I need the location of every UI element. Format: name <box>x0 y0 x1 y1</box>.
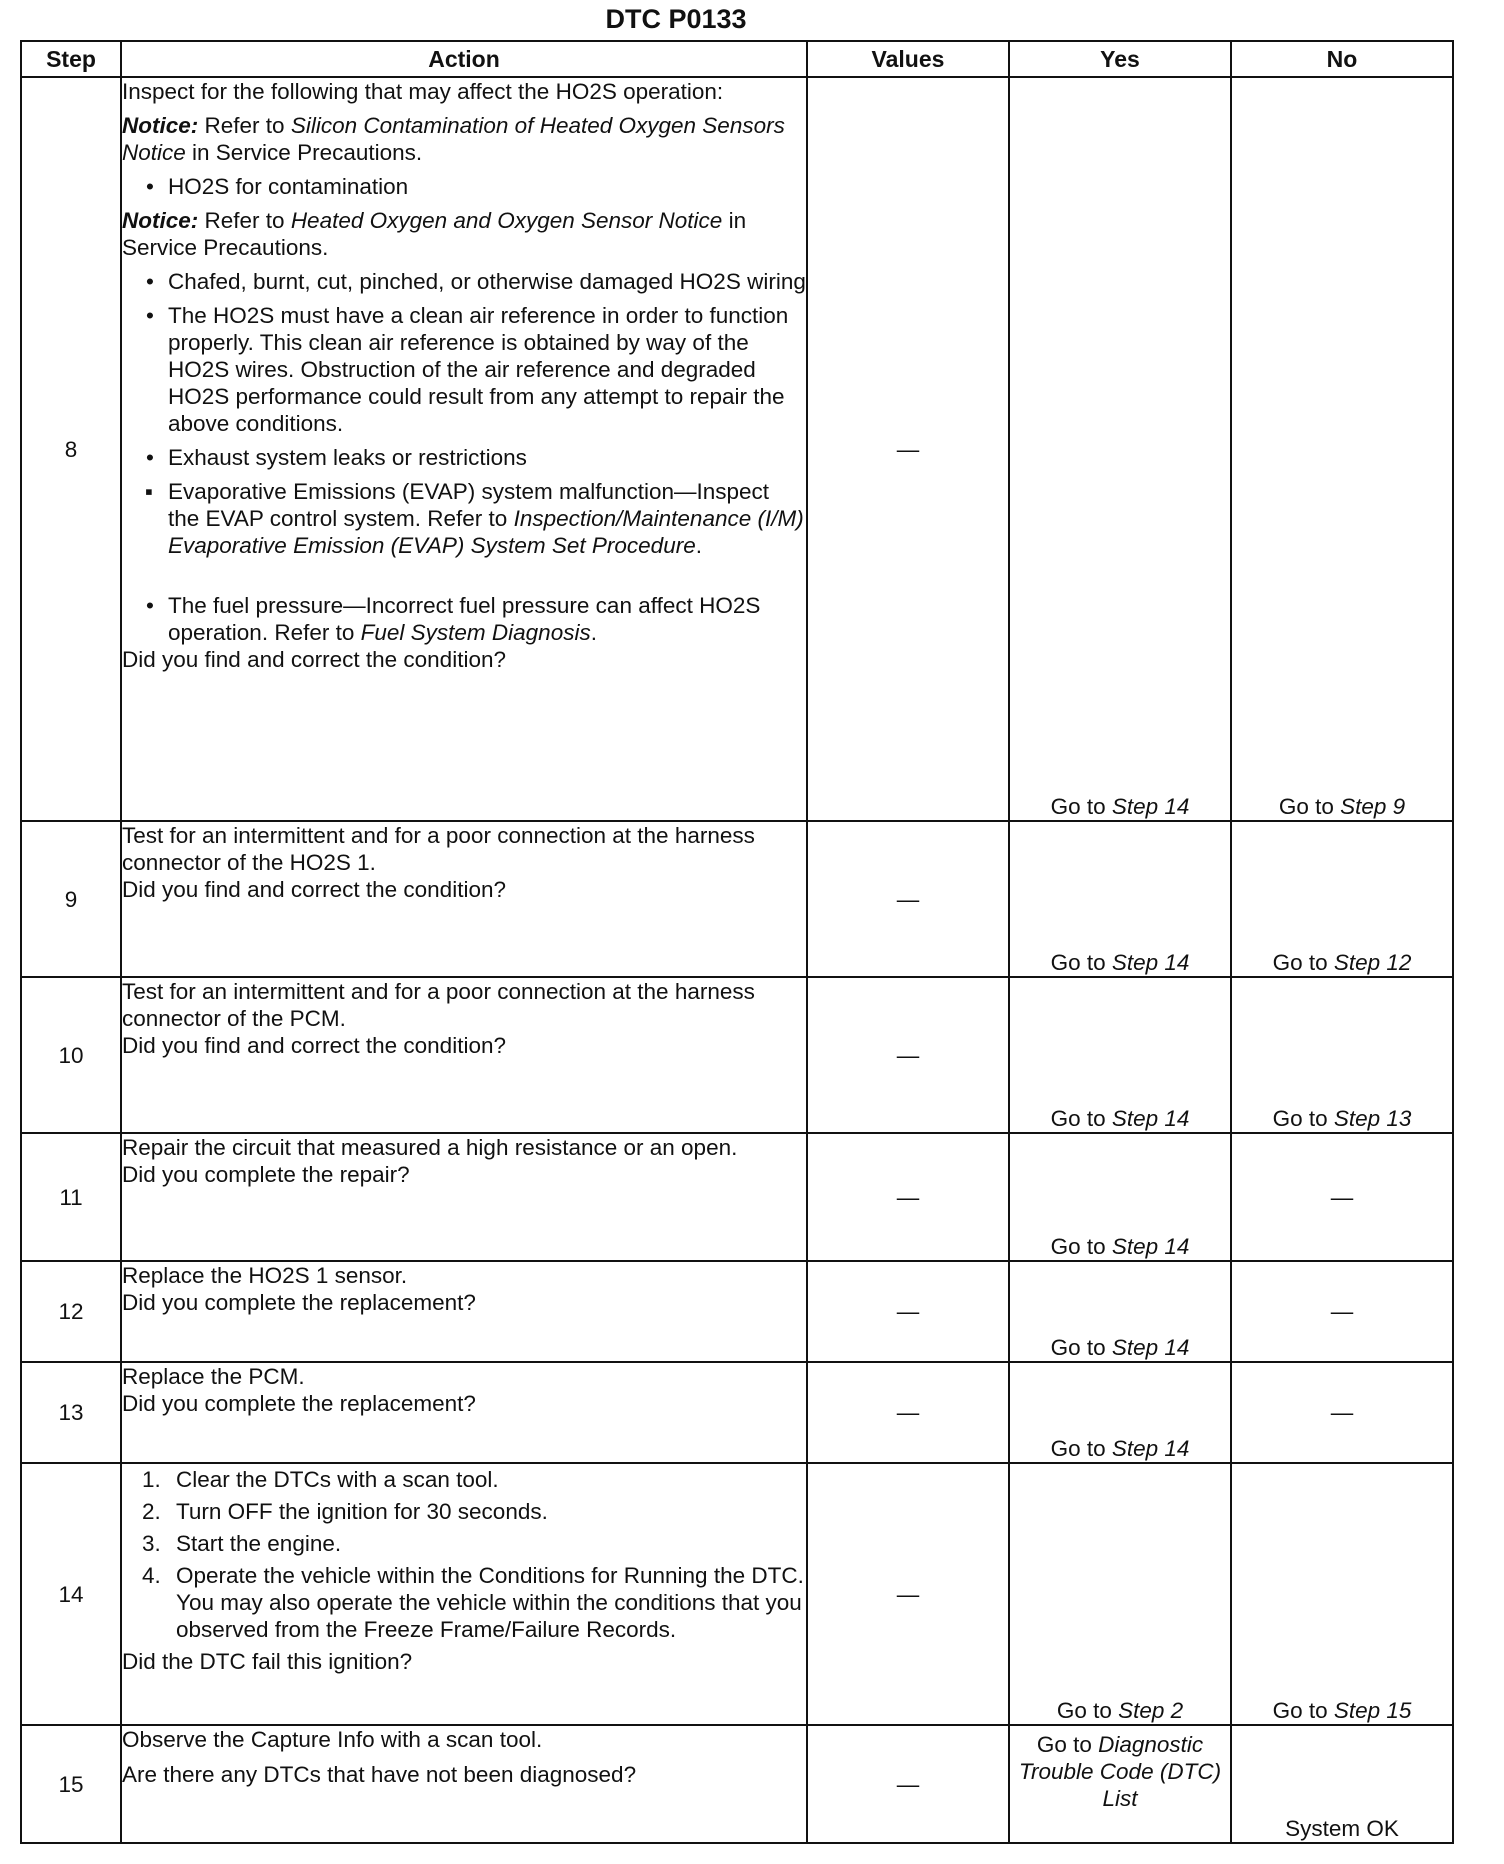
step-number: 13 <box>21 1362 121 1463</box>
action-cell <box>121 1463 807 1725</box>
list-item: ▪ Evaporative Emissions (EVAP) system malfunction—Inspect the EVAP control system. Refer to Inspection/Maintenance (I/M) Evaporative Emission (EVAP) System Set Procedure. <box>122 478 806 559</box>
yes-cell: Go to Step 2 <box>1009 1463 1231 1725</box>
notice: Notice: Refer to Heated Oxygen and Oxygen Sensor Notice in Service Precautions. <box>122 208 747 260</box>
reference-text: Heated Oxygen and Oxygen Sensor Notice <box>290 208 723 233</box>
table-row <box>21 1463 1453 1725</box>
action-cell <box>121 821 807 977</box>
yes-cell: Go to Step 14 <box>1009 977 1231 1133</box>
step-number: 11 <box>21 1133 121 1261</box>
question-text: Did you find and correct the condition? <box>122 647 506 672</box>
list-item: 4. Operate the vehicle within the Conditions for Running the DTC. You may also operate the vehicle within the conditions that you observed from the Freeze Frame/Failure Records. <box>142 1563 804 1642</box>
numbered-list <box>122 1466 806 1648</box>
question-text: Did you complete the replacement? <box>122 1391 476 1416</box>
action-cell <box>121 1133 807 1261</box>
values-cell: — <box>807 1261 1009 1362</box>
step-number: 10 <box>21 977 121 1133</box>
yes-cell: Go to Step 14 <box>1009 1362 1231 1463</box>
question-text: Did you find and correct the condition? <box>122 877 506 902</box>
question-text: Did you complete the repair? <box>122 1162 410 1187</box>
reference-text: Inspection/Maintenance (I/M) Evaporative Emission (EVAP) System Set Procedure <box>168 506 804 558</box>
action-cell <box>121 77 807 821</box>
reference-text: Fuel System Diagnosis <box>360 620 591 645</box>
no-cell: Go to Step 15 <box>1231 1463 1453 1725</box>
no-cell: — <box>1231 1261 1453 1362</box>
values-cell: — <box>807 77 1009 821</box>
action-text: Inspect for the following that may affect the HO2S operation: <box>122 79 724 104</box>
values-cell: — <box>807 821 1009 977</box>
no-cell: — <box>1231 1362 1453 1463</box>
step-number: 8 <box>21 77 121 821</box>
action-text: Test for an intermittent and for a poor connection at the harness connector of the HO2S 1. <box>122 823 755 875</box>
action-text: Test for an intermittent and for a poor connection at the harness connector of the PCM. <box>122 979 755 1031</box>
step-number: 15 <box>21 1725 121 1843</box>
values-cell: — <box>807 977 1009 1133</box>
values-cell: — <box>807 1133 1009 1261</box>
table-row <box>21 1261 1453 1362</box>
table-row <box>21 977 1453 1133</box>
table-row <box>21 1362 1453 1463</box>
step-number: 12 <box>21 1261 121 1362</box>
step-number: 14 <box>21 1463 121 1725</box>
action-cell <box>121 977 807 1133</box>
list-item: 1. Clear the DTCs with a scan tool. <box>142 1467 499 1492</box>
header-yes: Yes <box>1009 41 1231 77</box>
notice: Notice: Refer to Silicon Contamination of Heated Oxygen Sensors Notice in Service Precautions. <box>122 113 785 165</box>
yes-cell: Go to Step 14 <box>1009 821 1231 977</box>
list-item: • Chafed, burnt, cut, pinched, or otherwise damaged HO2S wiring <box>122 268 806 295</box>
action-text: Observe the Capture Info with a scan tool. <box>122 1727 543 1752</box>
action-cell <box>121 1362 807 1463</box>
yes-cell: Go to Diagnostic Trouble Code (DTC) List <box>1009 1725 1231 1843</box>
no-cell: System OK <box>1231 1725 1453 1843</box>
list-item: • Exhaust system leaks or restrictions <box>122 444 806 471</box>
table-row <box>21 821 1453 977</box>
bullet-list <box>122 592 806 646</box>
list-item: • The fuel pressure—Incorrect fuel pressure can affect HO2S operation. Refer to Fuel System Diagnosis. <box>122 592 806 646</box>
list-item: 3. Start the engine. <box>142 1531 342 1556</box>
no-cell: Go to Step 13 <box>1231 977 1453 1133</box>
yes-cell: Go to Step 14 <box>1009 1133 1231 1261</box>
question-text: Are there any DTCs that have not been diagnosed? <box>122 1762 637 1787</box>
diagnostic-table <box>20 40 1454 1844</box>
bullet-list <box>122 268 806 471</box>
yes-cell: Go to Step 14 <box>1009 77 1231 821</box>
table-header-row <box>21 41 1453 77</box>
question-text: Did you find and correct the condition? <box>122 1033 506 1058</box>
values-cell: — <box>807 1725 1009 1843</box>
table-row <box>21 77 1453 821</box>
table-row <box>21 1725 1453 1843</box>
values-cell: — <box>807 1362 1009 1463</box>
yes-cell: Go to Step 14 <box>1009 1261 1231 1362</box>
reference-text: Silicon Contamination of Heated Oxygen Sensors Notice <box>122 113 785 165</box>
list-item: • HO2S for contamination <box>122 173 806 200</box>
question-text: Did you complete the replacement? <box>122 1290 476 1315</box>
no-cell: — <box>1231 1133 1453 1261</box>
action-text: Replace the PCM. <box>122 1364 305 1389</box>
values-cell: — <box>807 1463 1009 1725</box>
no-cell: Go to Step 12 <box>1231 821 1453 977</box>
table-row <box>21 1133 1453 1261</box>
header-no: No <box>1231 41 1453 77</box>
header-step: Step <box>21 41 121 77</box>
question-text: Did the DTC fail this ignition? <box>122 1649 413 1674</box>
step-number: 9 <box>21 821 121 977</box>
no-cell: Go to Step 9 <box>1231 77 1453 821</box>
action-cell <box>121 1725 807 1843</box>
page-title: DTC P0133 <box>605 4 747 34</box>
action-text: Repair the circuit that measured a high resistance or an open. <box>122 1135 738 1160</box>
action-cell <box>121 1261 807 1362</box>
list-item: 2. Turn OFF the ignition for 30 seconds. <box>142 1499 548 1524</box>
list-item: • The HO2S must have a clean air reference in order to function properly. This clean air reference is obtained by way of the HO2S wires. Obstruction of the air reference and degraded HO2S performance could result from any attempt to repair the above conditions. <box>122 302 806 437</box>
bullet-list <box>122 478 806 559</box>
header-action: Action <box>121 41 807 77</box>
header-values: Values <box>807 41 1009 77</box>
action-text: Replace the HO2S 1 sensor. <box>122 1263 408 1288</box>
bullet-list <box>122 173 806 200</box>
